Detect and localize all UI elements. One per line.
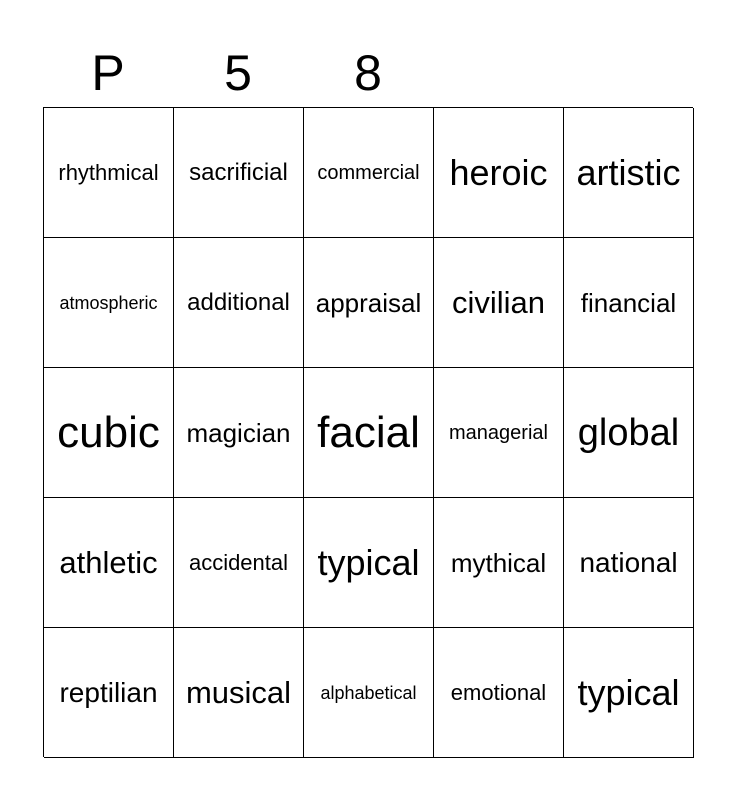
bingo-cell[interactable]: financial	[564, 238, 694, 368]
bingo-cell[interactable]: typical	[304, 498, 434, 628]
bingo-cell[interactable]: heroic	[434, 108, 564, 238]
bingo-cell[interactable]: reptilian	[44, 628, 174, 758]
bingo-cell[interactable]: national	[564, 498, 694, 628]
bingo-cell[interactable]: musical	[174, 628, 304, 758]
bingo-cell[interactable]: accidental	[174, 498, 304, 628]
bingo-cell[interactable]: magician	[174, 368, 304, 498]
bingo-cell[interactable]: global	[564, 368, 694, 498]
bingo-cell[interactable]: facial	[304, 368, 434, 498]
header-letter	[433, 40, 563, 106]
bingo-cell[interactable]: additional	[174, 238, 304, 368]
header-letter	[563, 40, 693, 106]
bingo-cell[interactable]: alphabetical	[304, 628, 434, 758]
bingo-cell[interactable]: sacrificial	[174, 108, 304, 238]
bingo-cell[interactable]: artistic	[564, 108, 694, 238]
bingo-cell[interactable]: managerial	[434, 368, 564, 498]
bingo-cell[interactable]: commercial	[304, 108, 434, 238]
header-letter: P	[91, 45, 125, 101]
header-letter: 5	[224, 45, 252, 101]
bingo-cell[interactable]: appraisal	[304, 238, 434, 368]
header-letter: 8	[354, 45, 382, 101]
bingo-cell[interactable]: mythical	[434, 498, 564, 628]
bingo-cell[interactable]: typical	[564, 628, 694, 758]
bingo-cell[interactable]: emotional	[434, 628, 564, 758]
bingo-cell[interactable]: cubic	[44, 368, 174, 498]
bingo-header	[43, 40, 693, 106]
bingo-cell[interactable]: atmospheric	[44, 238, 174, 368]
bingo-cell[interactable]: civilian	[434, 238, 564, 368]
bingo-board	[43, 107, 693, 757]
bingo-cell[interactable]: athletic	[44, 498, 174, 628]
bingo-cell[interactable]: rhythmical	[44, 108, 174, 238]
